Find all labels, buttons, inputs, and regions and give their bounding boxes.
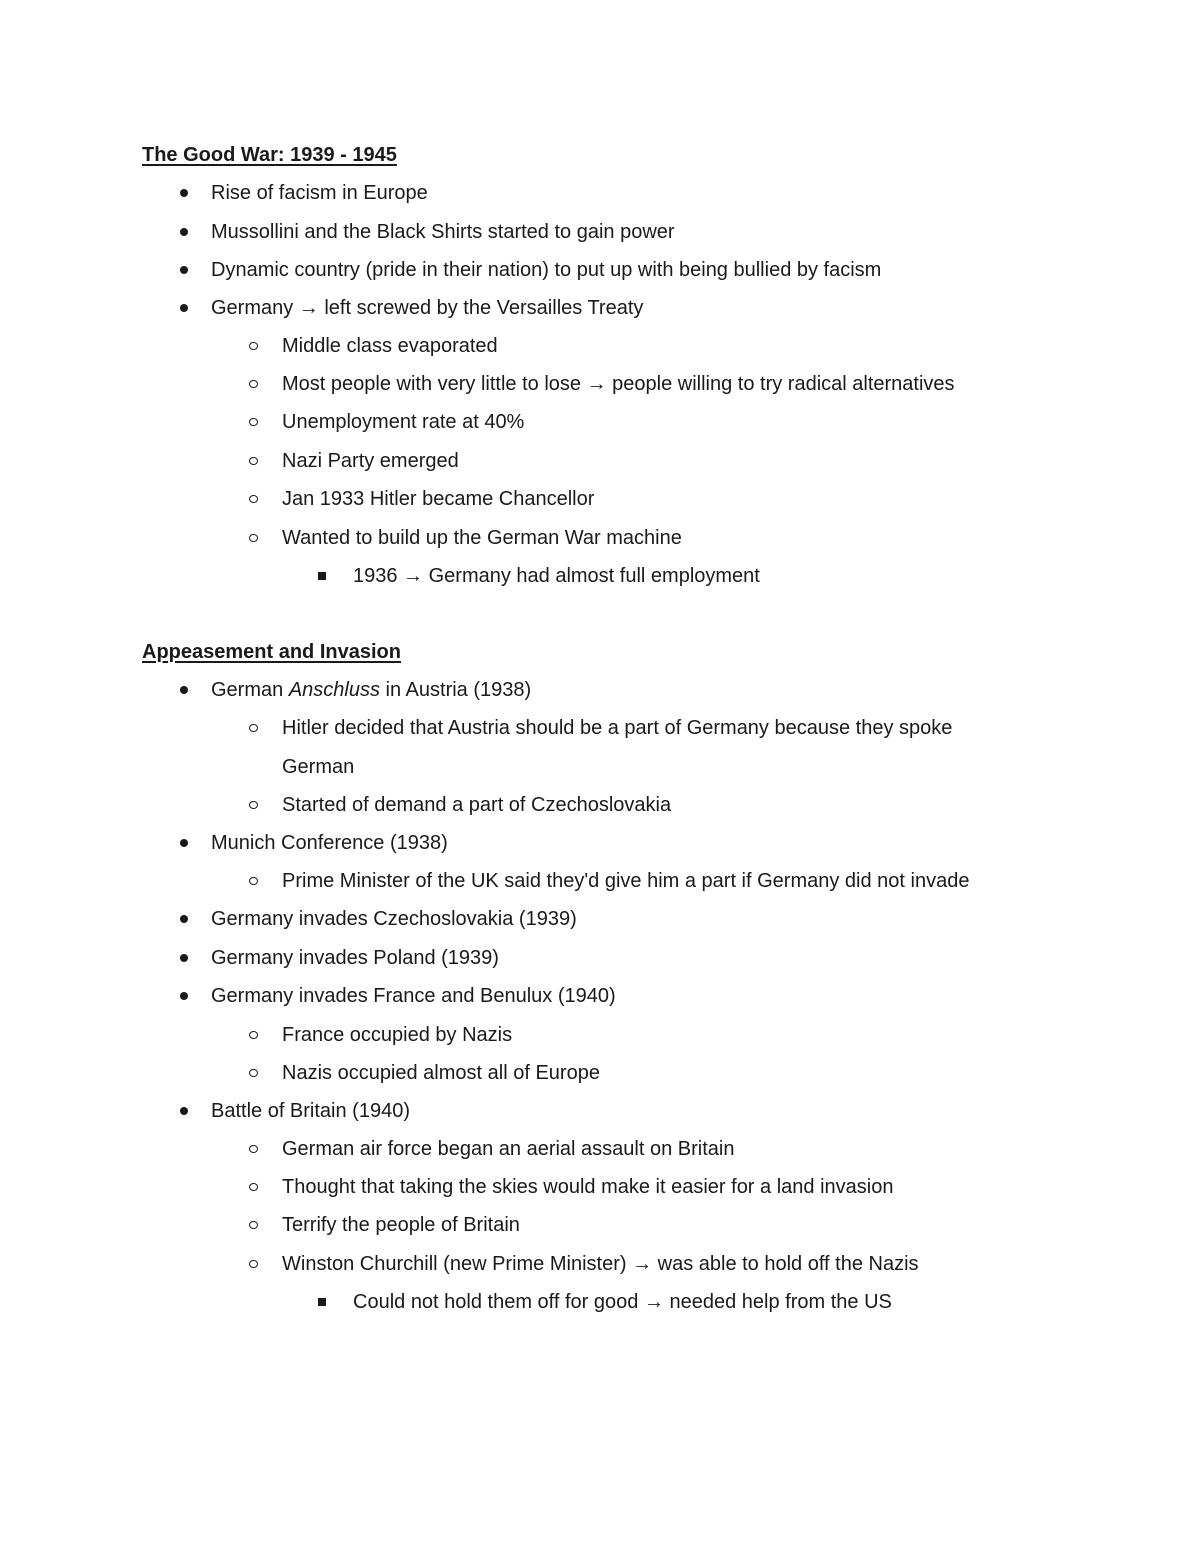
bullet-disc-icon bbox=[180, 228, 188, 236]
bullet-circle-icon bbox=[249, 495, 258, 503]
list-item: Terrify the people of Britain bbox=[282, 1214, 520, 1236]
list-item: Mussollini and the Black Shirts started to gain power bbox=[211, 221, 675, 243]
bullet-circle-icon bbox=[249, 1260, 258, 1268]
list-item: Prime Minister of the UK said they'd give him a part if Germany did not invade bbox=[282, 870, 970, 892]
bullet-circle-icon bbox=[249, 724, 258, 732]
list-item: Germany invades France and Benulux (1940) bbox=[211, 985, 616, 1007]
bullet-circle-icon bbox=[249, 1069, 258, 1077]
bullet-circle-icon bbox=[249, 801, 258, 809]
list-item: France occupied by Nazis bbox=[282, 1024, 513, 1046]
bullet-circle-icon bbox=[249, 418, 258, 426]
list-item: Battle of Britain (1940) bbox=[211, 1100, 410, 1122]
bullet-disc-icon bbox=[180, 839, 188, 847]
list-item: Middle class evaporated bbox=[282, 335, 498, 357]
list-item: Rise of facism in Europe bbox=[211, 182, 428, 204]
section-heading-appeasement: Appeasement and Invasion bbox=[142, 641, 401, 663]
bullet-disc-icon bbox=[180, 686, 188, 694]
list-item: Started of demand a part of Czechoslovakia bbox=[282, 794, 672, 816]
bullet-circle-icon bbox=[249, 1221, 258, 1229]
list-item: Could not hold them off for good → needed help from the US bbox=[353, 1291, 892, 1313]
bullet-disc-icon bbox=[180, 266, 188, 274]
anschluss-text-after: in Austria (1938) bbox=[379, 679, 532, 701]
list-item: Thought that taking the skies would make it easier for a land invasion bbox=[282, 1176, 894, 1198]
list-item: 1936 → Germany had almost full employment bbox=[353, 565, 760, 587]
bullet-disc-icon bbox=[180, 954, 188, 962]
list-item: Most people with very little to lose → people willing to try radical alternatives bbox=[282, 373, 955, 395]
bullet-square-icon bbox=[318, 1298, 326, 1306]
anschluss-italic-term: Anschluss bbox=[288, 679, 380, 701]
list-item: Winston Churchill (new Prime Minister) → was able to hold off the Nazis bbox=[282, 1253, 919, 1275]
bullet-circle-icon bbox=[249, 457, 258, 465]
list-item: Wanted to build up the German War machine bbox=[282, 527, 682, 549]
list-item: Germany → left screwed by the Versailles Treaty bbox=[211, 297, 644, 319]
bullet-circle-icon bbox=[249, 1145, 258, 1153]
bullet-disc-icon bbox=[180, 1107, 188, 1115]
bullet-disc-icon bbox=[180, 189, 188, 197]
list-item: Nazi Party emerged bbox=[282, 450, 459, 472]
list-item: Dynamic country (pride in their nation) to put up with being bullied by facism bbox=[211, 259, 882, 281]
list-item bbox=[211, 678, 531, 702]
bullet-circle-icon bbox=[249, 534, 258, 542]
list-item: Jan 1933 Hitler became Chancellor bbox=[282, 488, 595, 510]
list-item: Hitler decided that Austria should be a part of Germany because they spoke bbox=[282, 717, 953, 739]
list-item: German air force began an aerial assault on Britain bbox=[282, 1138, 735, 1160]
section-heading-good-war: The Good War: 1939 - 1945 bbox=[142, 144, 397, 166]
list-item: Germany invades Czechoslovakia (1939) bbox=[211, 908, 577, 930]
bullet-circle-icon bbox=[249, 1183, 258, 1191]
bullet-circle-icon bbox=[249, 380, 258, 388]
list-item: Munich Conference (1938) bbox=[211, 832, 448, 854]
bullet-circle-icon bbox=[249, 1031, 258, 1039]
anschluss-text-before: German bbox=[211, 679, 289, 701]
list-item: Germany invades Poland (1939) bbox=[211, 947, 499, 969]
bullet-circle-icon bbox=[249, 877, 258, 885]
bullet-disc-icon bbox=[180, 992, 188, 1000]
bullet-disc-icon bbox=[180, 304, 188, 312]
list-item: Nazis occupied almost all of Europe bbox=[282, 1062, 600, 1084]
list-item: Unemployment rate at 40% bbox=[282, 411, 525, 433]
bullet-square-icon bbox=[318, 572, 326, 580]
bullet-circle-icon bbox=[249, 342, 258, 350]
bullet-disc-icon bbox=[180, 915, 188, 923]
list-item-continuation: German bbox=[282, 756, 355, 778]
